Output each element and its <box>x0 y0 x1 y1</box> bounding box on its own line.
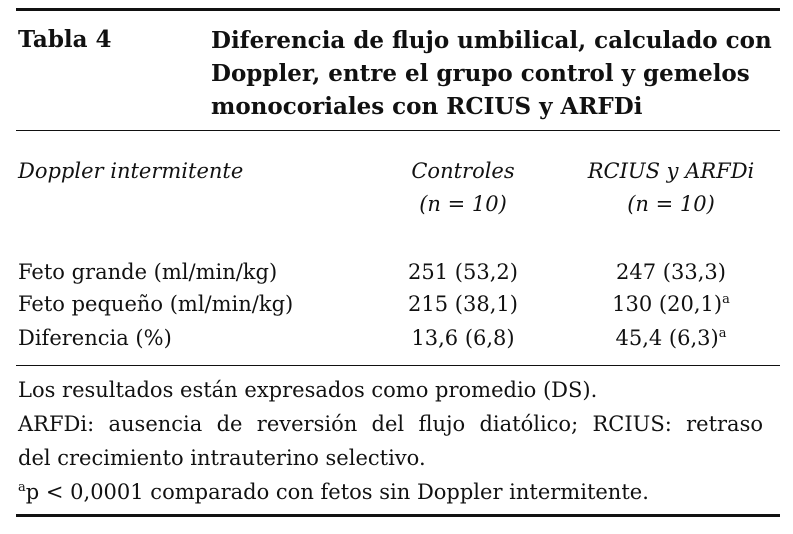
cell-value: 247 (33,3) <box>616 260 726 284</box>
table-number: Tabla 4 <box>18 26 112 53</box>
table-title-line: Doppler, entre el grupo control y gemelos <box>211 60 750 87</box>
header-rcius-n: (n = 10) <box>627 192 715 216</box>
footnote-marker: a <box>722 292 730 307</box>
header-rule <box>16 130 780 131</box>
header-rcius: RCIUS y ARFDi <box>587 159 755 183</box>
cell-controles-feto-pequeno: 215 (38,1) <box>408 292 518 316</box>
cell-value: 45,4 (6,3) <box>615 326 719 350</box>
footnote-line <box>18 475 763 509</box>
header-label: Doppler intermitente <box>18 159 244 183</box>
table-footnotes <box>18 373 763 509</box>
header-controles-n: (n = 10) <box>419 192 507 216</box>
footnote-line: Los resultados están expresados como promedio (DS). <box>18 378 598 402</box>
cell-controles-diferencia: 13,6 (6,8) <box>411 326 515 350</box>
table-title-line: monocoriales con RCIUS y ARFDi <box>211 93 643 120</box>
cell-rcius-diferencia <box>570 323 772 354</box>
cell-value: 130 (20,1) <box>612 292 723 316</box>
row-label-feto-grande: Feto grande (ml/min/kg) <box>18 260 278 284</box>
cell-rcius-feto-pequeno <box>570 289 772 320</box>
footnote-text: p < 0,0001 comparado con fetos sin Doppler intermitente. <box>25 480 649 504</box>
cell-rcius-feto-grande <box>570 257 772 288</box>
header-controles: Controles <box>411 159 515 183</box>
bottom-rule <box>16 514 780 517</box>
footnote-marker: a <box>718 326 727 341</box>
footnote-line: ARFDi: ausencia de reversión del flujo diatólico; RCIUS: retraso <box>18 412 763 436</box>
footnote-marker: a <box>18 480 26 495</box>
footnote-rule <box>16 365 780 366</box>
table-title-line: Diferencia de flujo umbilical, calculado con <box>211 27 772 54</box>
cell-controles-feto-grande: 251 (53,2) <box>408 260 518 284</box>
top-rule <box>16 8 780 11</box>
row-label-feto-pequeno: Feto pequeño (ml/min/kg) <box>18 292 294 316</box>
table-title <box>211 24 780 123</box>
footnote-line: del crecimiento intrauterino selectivo. <box>18 446 426 470</box>
row-label-diferencia: Diferencia (%) <box>18 326 172 350</box>
